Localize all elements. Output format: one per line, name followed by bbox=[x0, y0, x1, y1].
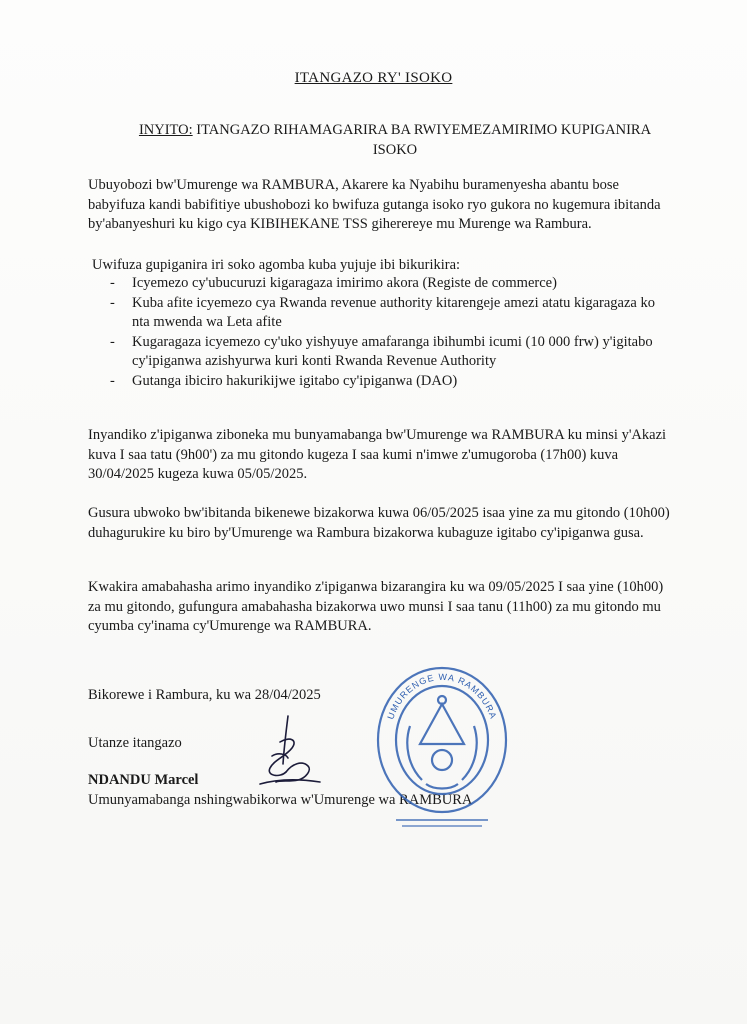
signatory-name: NDANDU Marcel bbox=[88, 772, 199, 788]
paragraph-bid-submission: Kwakira amabahasha arimo inyandiko z'ipiganwa bizarangira ku wa 09/05/2025 I saa yine (10h00) za mu gitondo, gufungura amabahasha bizakorwa uwo munsi I saa tanu (11h00) za mu gitondo mu cyumba cy'inama cy'Umurenge wa RAMBURA. bbox=[88, 579, 664, 634]
subject-label: INYITO: bbox=[138, 122, 193, 138]
document-title: ITANGAZO RY' ISOKO bbox=[294, 70, 453, 86]
list-item: - Kuba afite icyemezo cya Rwanda revenue authority kitarengeje amezi atatu kigaragaza ko nta mwenda wa Leta afite bbox=[104, 294, 670, 333]
handwritten-signature-icon bbox=[250, 712, 330, 792]
paragraph-documents-availability: Inyandiko z'ipiganwa ziboneka mu bunyamabanga bw'Umurenge wa RAMBURA ku minsi y'Akazi kuva I saa tatu (9h00') za mu gitondo kugeza I saa kumi n'imwe z'umugoroba (17h00) kuva 30/04/2025 kugeza kuwa 05/05/2025. bbox=[88, 427, 667, 482]
official-seal-icon bbox=[372, 660, 512, 830]
place-and-date: Bikorewe i Rambura, ku wa 28/04/2025 bbox=[88, 687, 321, 703]
paragraph-announcement: Ubuyobozi bw'Umurenge wa RAMBURA, Akarere ka Nyabihu buramenyesha abantu bose babyifuza kandi babifitiye ubushobozi ko bwifuza gutanga isoko ryo gukora no kugemura ibitanda by'abanyeshuri ku kigo cya KIBIHEKANE TSS giherereye mu Murenge wa Rambura. bbox=[88, 177, 661, 232]
signatory-role: Umunyamabanga nshingwabikorwa w'Umurenge wa RAMBURA bbox=[88, 792, 473, 808]
document-subject bbox=[120, 120, 670, 160]
issued-by: Utanze itangazo bbox=[88, 735, 182, 751]
svg-text:UMURENGE WA RAMBURA: UMURENGE WA RAMBURA bbox=[385, 671, 499, 721]
paragraph-site-visit: Gusura ubwoko bw'ibitanda bikenewe bizakorwa kuwa 06/05/2025 isaa yine za mu gitondo (10h00) duhagurukire ku biro by'Umurenge wa Rambura bizakorwa kubaguze igitabo cy'ipiganwa gusa. bbox=[88, 505, 670, 541]
list-item: - Kugaragaza icyemezo cy'uko yishyuye amafaranga ibihumbi icumi (10 000 frw) y'igitabo cy'ipiganwa azishyurwa kuri konti Rwanda Revenue Authority bbox=[104, 333, 670, 372]
list-item: - Icyemezo cy'ubucuruzi kigaragaza imirimo akora (Registe de commerce) bbox=[104, 274, 670, 294]
subject-text: ITANGAZO RIHAMAGARIRA BA RWIYEMEZAMIRIMO KUPIGANIRA ISOKO bbox=[192, 122, 652, 158]
paragraph-requirements-intro: Uwifuza gupiganira iri soko agomba kuba yujuje ibi bikurikira: bbox=[92, 257, 461, 273]
list-item: - Gutanga ibiciro hakurikijwe igitabo cy'ipiganwa (DAO) bbox=[104, 372, 670, 392]
requirements-list bbox=[104, 274, 670, 391]
